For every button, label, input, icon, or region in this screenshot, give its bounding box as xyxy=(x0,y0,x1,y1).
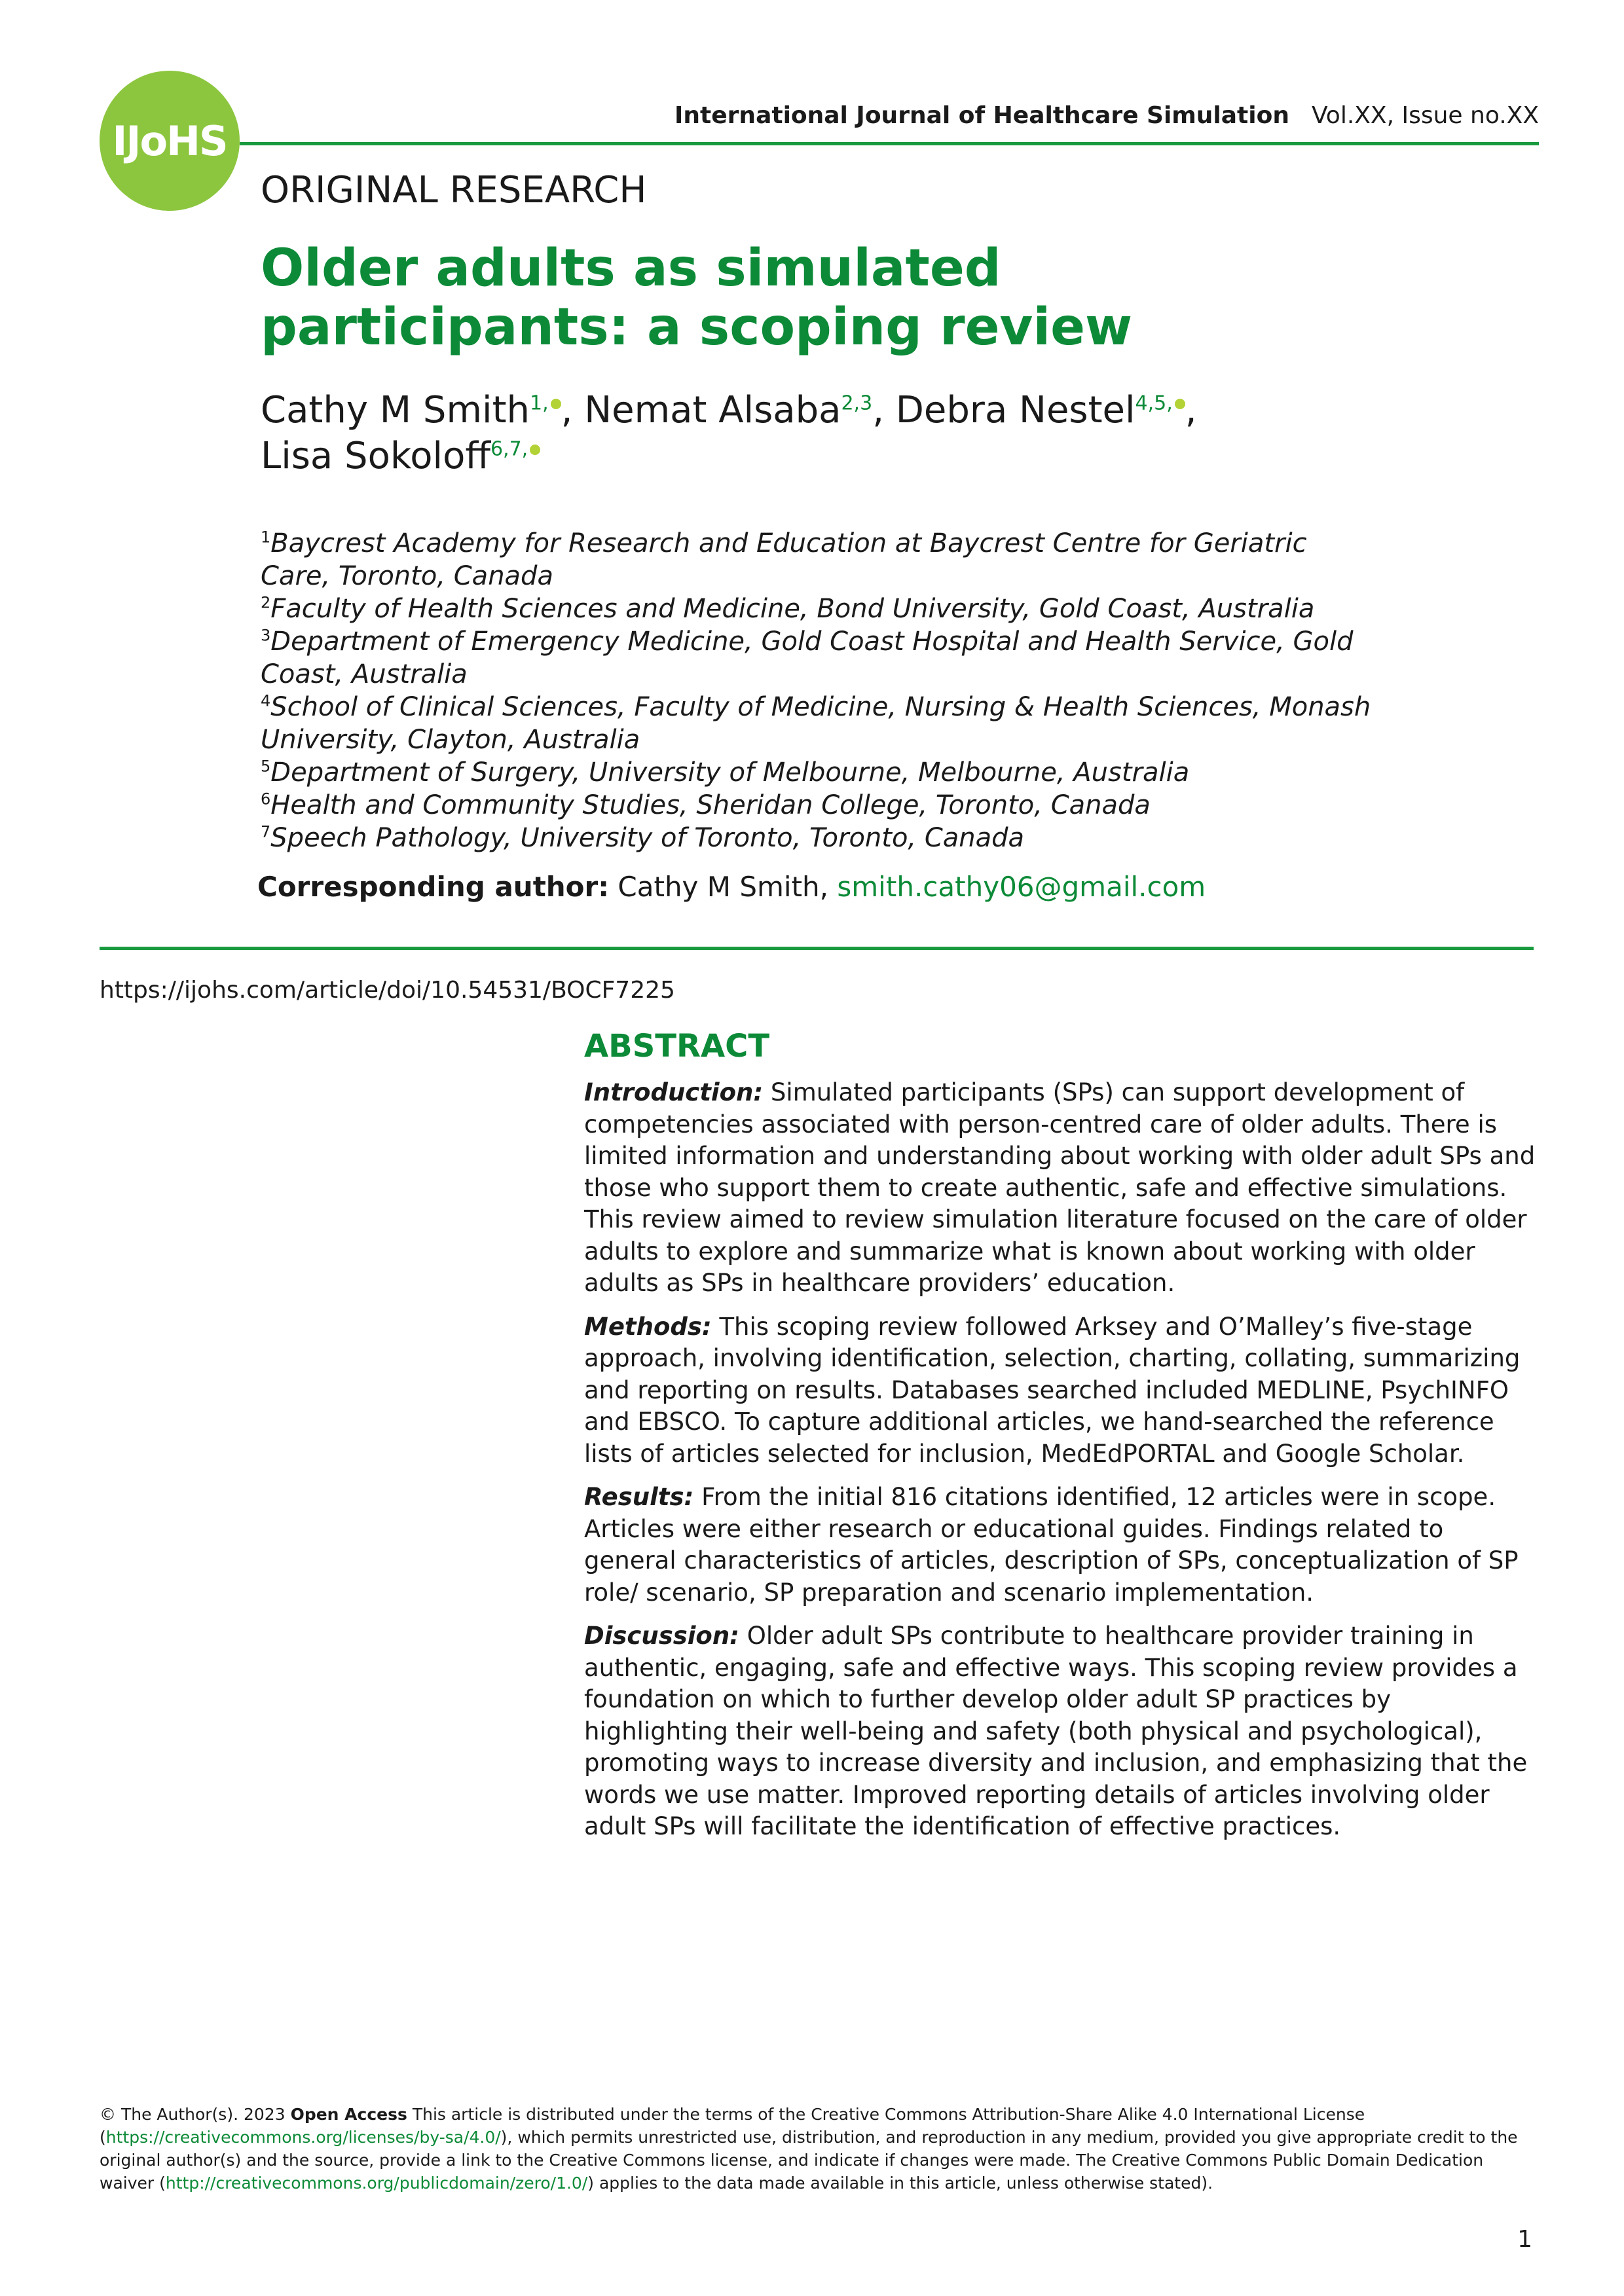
license-text: This article is distributed under the terms of the Creative Commons Attribution-Share Alike 4.0 International License ( xyxy=(100,2105,1365,2147)
abstract-introduction xyxy=(584,1077,1540,1300)
license-prefix: © The Author(s). 2023 xyxy=(100,2105,286,2124)
affiliation-item xyxy=(261,789,1374,822)
logo-text: IJoHS xyxy=(112,117,227,165)
abstract-body xyxy=(584,1077,1540,1855)
abstract-discussion xyxy=(584,1620,1540,1843)
license-text: ), which permits unrestricted use, distribution, and reproduction in any medium, provided you give appropriate credit to the original author(s) and the source, provide a link to the Creative Commons license, and indicate if changes were made. The Creative Commons Public Domain Dedication waiver ( xyxy=(100,2128,1518,2193)
affiliation-number: 5 xyxy=(261,757,271,776)
corresponding-label: Corresponding author: xyxy=(257,871,610,903)
volume-issue: Vol.XX, Issue no.XX xyxy=(1311,102,1539,129)
abstract-introduction-text: Simulated participants (SPs) can support development of competencies associated with person-centred care of older adults. There is limited information and understanding about working with older adult SPs and those who support them to create authentic, safe and effective simulations. This review aimed to review simulation literature focused on the care of older adults to explore and summarize what is known about working with older adults as SPs in healthcare providers’ education. xyxy=(584,1078,1536,1297)
author-list xyxy=(261,388,1505,479)
article-title: Older adults as simulated participants: a scoping review xyxy=(261,239,1133,357)
journal-header xyxy=(674,102,1539,129)
affiliation-number: 1 xyxy=(261,528,271,547)
author-separator: , xyxy=(872,389,896,431)
author-name: Nemat Alsaba xyxy=(584,389,841,431)
abstract-methods-text: This scoping review followed Arksey and O’Malley’s five-stage approach, involving identification, selection, charting, collating, summarizing and reporting on results. Databases searched included MEDLINE, PsychINFO and EBSCO. To capture additional articles, we hand-searched the reference lists of articles selected for inclusion, MedEdPORTAL and Google Scholar. xyxy=(584,1312,1521,1468)
abstract-heading: ABSTRACT xyxy=(584,1028,770,1065)
affiliation-text: Speech Pathology, University of Toronto, Toronto, Canada xyxy=(270,823,1025,853)
section-label: ORIGINAL RESEARCH xyxy=(261,169,647,211)
author-affiliation-ref: 4,5, xyxy=(1135,392,1173,415)
page-number: 1 xyxy=(1517,2226,1532,2253)
journal-name: International Journal of Healthcare Simulation xyxy=(674,102,1289,129)
section-divider xyxy=(100,947,1534,950)
abstract-results-text: From the initial 816 citations identified, 12 articles were in scope. Articles were either research or educational guides. Findings related to general characteristics of articles, description of SPs, conceptualization of SP role/ scenario, SP preparation and scenario implementation. xyxy=(584,1483,1519,1607)
corresponding-author xyxy=(257,871,1206,903)
open-access-label: Open Access xyxy=(290,2105,407,2124)
abstract-methods xyxy=(584,1311,1540,1470)
author-separator: , xyxy=(1185,389,1197,431)
author-name: Cathy M Smith xyxy=(261,389,530,431)
orcid-icon[interactable] xyxy=(530,445,540,455)
affiliation-number: 4 xyxy=(261,691,271,710)
abstract-results xyxy=(584,1482,1540,1609)
affiliation-list xyxy=(261,527,1374,854)
affiliation-text: Department of Surgery, University of Melbourne, Melbourne, Australia xyxy=(270,757,1190,788)
affiliation-item xyxy=(261,822,1374,854)
affiliation-text: Faculty of Health Sciences and Medicine, Bond University, Gold Coast, Australia xyxy=(270,594,1315,624)
abstract-introduction-label: Introduction: xyxy=(584,1078,764,1106)
author-affiliation-ref: 2,3 xyxy=(841,392,873,415)
doi-link[interactable]: https://ijohs.com/article/doi/10.54531/BOCF7225 xyxy=(100,977,675,1004)
journal-logo xyxy=(100,71,240,211)
affiliation-number: 6 xyxy=(261,790,271,809)
author-separator: , xyxy=(561,389,585,431)
abstract-methods-label: Methods: xyxy=(584,1312,712,1341)
author-affiliation-ref: 1, xyxy=(530,392,549,415)
affiliation-number: 2 xyxy=(261,593,271,612)
public-domain-link[interactable]: http://creativecommons.org/publicdomain/zero/1.0/ xyxy=(165,2174,588,2193)
corresponding-name: Cathy M Smith, xyxy=(618,871,829,903)
orcid-icon[interactable] xyxy=(551,399,561,409)
author-affiliation-ref: 6,7, xyxy=(490,437,528,461)
corresponding-email-link[interactable]: smith.cathy06@gmail.com xyxy=(837,871,1206,903)
affiliation-text: School of Clinical Sciences, Faculty of Medicine, Nursing & Health Sciences, Monash University, Clayton, Australia xyxy=(261,692,1371,755)
affiliation-item xyxy=(261,691,1374,756)
license-notice xyxy=(100,2103,1534,2195)
abstract-discussion-text: Older adult SPs contribute to healthcare provider training in authentic, engaging, safe and effective ways. This scoping review provides a foundation on which to further develop older adult SP practices by highlighting their well-being and safety (both physical and psychological), promoting ways to increase diversity and inclusion, and emphasizing that the words we use matter. Improved reporting details of articles involving older adult SPs will facilitate the identification of effective practices. xyxy=(584,1622,1528,1840)
author-name: Debra Nestel xyxy=(895,389,1135,431)
affiliation-item xyxy=(261,527,1374,592)
abstract-results-label: Results: xyxy=(584,1483,694,1511)
affiliation-number: 7 xyxy=(261,822,271,841)
affiliation-text: Baycrest Academy for Research and Education at Baycrest Centre for Geriatric Care, Toronto, Canada xyxy=(261,528,1307,591)
affiliation-item xyxy=(261,625,1374,691)
affiliation-item xyxy=(261,756,1374,789)
abstract-discussion-label: Discussion: xyxy=(584,1622,739,1650)
orcid-icon[interactable] xyxy=(1175,399,1185,409)
affiliation-text: Department of Emergency Medicine, Gold Coast Hospital and Health Service, Gold Coast, Australia xyxy=(261,627,1354,689)
affiliation-text: Health and Community Studies, Sheridan College, Toronto, Canada xyxy=(270,790,1151,820)
author-name: Lisa Sokoloff xyxy=(261,435,490,477)
license-link[interactable]: https://creativecommons.org/licenses/by-sa/4.0/ xyxy=(105,2128,501,2147)
license-text: ) applies to the data made available in this article, unless otherwise stated). xyxy=(587,2174,1213,2193)
affiliation-item xyxy=(261,592,1374,625)
header-divider xyxy=(240,142,1539,145)
affiliation-number: 3 xyxy=(261,626,271,645)
